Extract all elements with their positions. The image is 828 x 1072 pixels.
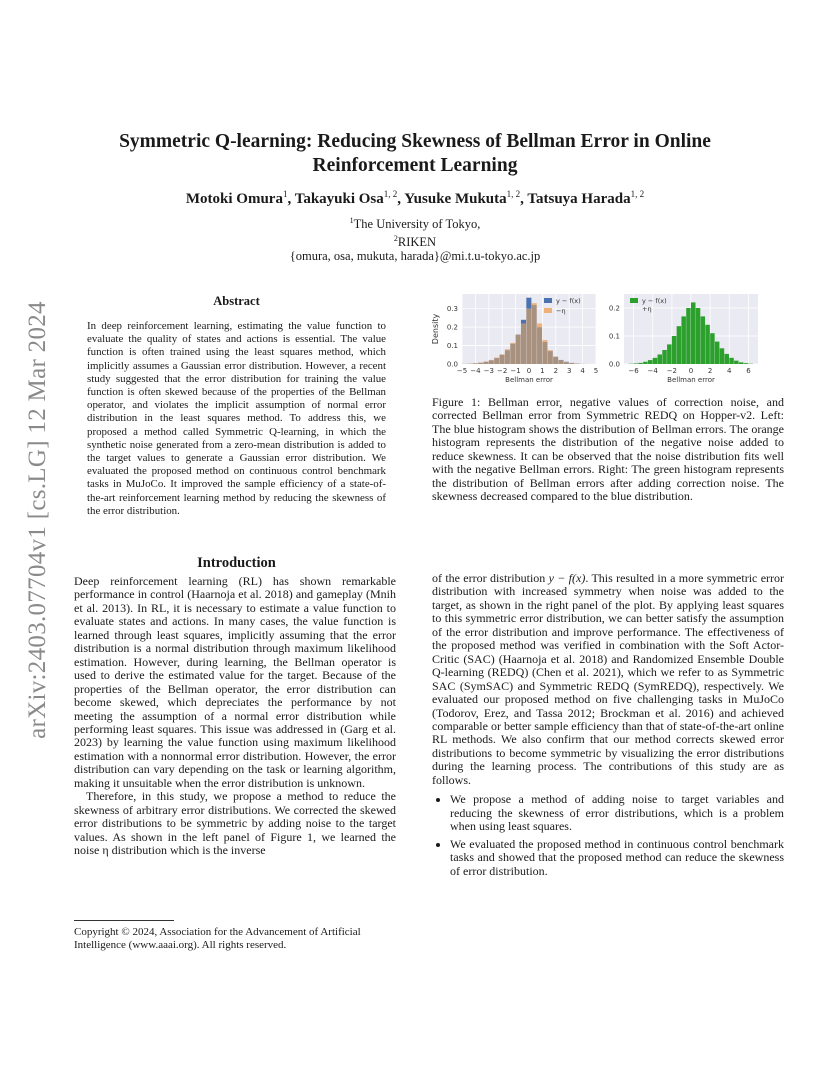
- contributions-list: [432, 793, 784, 878]
- x-tick-label: −1: [510, 367, 521, 375]
- abstract-text: In deep reinforcement learning, estimating the value function to evaluate the quality of states and actions is essential. The value function is often trained using the least squares method, which implicitly assumes a Gaussian error distribution. However, a recent study suggested that the error distribution for training the value function is often skewed because of the properties of the Bellman operator, and violates the implicit assumption of normal error distribution in the least squares method. To address this, we proposed a method called Symmetric Q-learning, in which the synthetic noise generated from a zero-mean distribution is added to the target values to generate a Gaussian error distribution. We evaluated the proposed method on continuous control benchmark tasks in MuJoCo. It improved the sample efficiency of a state-of-the-art reinforcement learning method by reducing the skewness of the error distribution.: [87, 320, 386, 517]
- histogram-bar-overlap: [510, 344, 515, 364]
- histogram-bar: [696, 308, 700, 364]
- x-axis-label: Bellman error: [505, 376, 553, 384]
- y-tick-label: 0.1: [608, 332, 620, 341]
- x-tick-label: 1: [540, 367, 545, 375]
- histogram-bar: [521, 320, 526, 324]
- histogram-bar: [505, 349, 510, 350]
- histogram-bar-overlap: [478, 363, 483, 364]
- author: Takayuki Osa$^{1, 2}$,: [294, 189, 405, 207]
- histogram-bar-overlap: [505, 350, 510, 364]
- x-tick-label: 4: [580, 367, 585, 375]
- histogram-bar-overlap: [483, 362, 488, 364]
- histogram-bar-overlap: [542, 342, 547, 364]
- histogram-bar-overlap: [569, 363, 574, 364]
- x-tick-label: 4: [727, 367, 732, 375]
- legend-swatch-green: [630, 298, 638, 303]
- histogram-bar: [653, 358, 657, 364]
- introduction-heading: Introduction: [197, 555, 276, 571]
- x-tick-label: 3: [566, 367, 572, 375]
- x-tick-label: −4: [470, 367, 481, 375]
- histogram-bar: [744, 363, 748, 364]
- x-tick-label: −3: [483, 367, 494, 375]
- histogram-bar-overlap: [532, 305, 537, 364]
- contribution-item: • We propose a method of adding noise to target variables and reducing the skewness of error distributions, which is a problem when using least squares.: [450, 793, 784, 833]
- author-list: [90, 189, 740, 208]
- histogram-bar: [634, 363, 638, 364]
- x-tick-label: −5: [456, 367, 468, 375]
- intro-paragraph-1: Deep reinforcement learning (RL) has shown remarkable performance in control (Haarnoja et al. 2018) and gameplay (Mnih et al. 2013). In RL, it is necessary to estimate a value function to evaluate states and actions. In many cases, the value function is learned through least squares, implicitly assuming that the error distribution is a normal distribution through maximum likelihood estimation. However, during learning, the Bellman operator is used to derive the estimated value for the target. Because of the properties of the Bellman operator, the error distribution can become skewed, which depreciates the performance by not meeting the assumption of a normal error distribution while performing least squares. This issue was addressed in (Garg et al. 2023) by learning the value function using maximum likelihood estimation with a nonnormal error distribution. However, the error distribution can vary depending on the task or learning algorithm, making it unsuitable when the error distribution is unknown.: [74, 574, 396, 790]
- x-tick-label: 0: [526, 367, 532, 375]
- y-tick-label: 0.3: [446, 305, 458, 314]
- intro-paragraph-2: Therefore, in this study, we propose a method to reduce the skewness of arbitrary error distributions. We corrected the skewed error distributions to be symmetric by adding noise to the target values. As shown in the left panel of Figure 1, we learned the noise η distribution which is the inverse: [74, 789, 396, 858]
- x-tick-label: 6: [746, 367, 751, 375]
- figure-1-svg: [428, 290, 788, 390]
- histogram-bar: [715, 342, 719, 364]
- y-tick-label: 0.0: [446, 360, 458, 369]
- x-tick-label: 5: [593, 367, 599, 375]
- right-paragraph-1: of the error distribution y − f(x). This resulted in a more symmetric error distribution with increased symmetry when noise was added to the target, as shown in the right panel of the plot. By applying least squares to this symmetric error distribution, we can better satisfy the assumption of the error distribution and improve performance. The effectiveness of the proposed method was verified in combination with the Soft Actor-Critic (SAC) (Haarnoja et al. 2018) and Randomized Ensemble Double Q-learning (REDQ) (Chen et al. 2021), which we refer to as Symmetric SAC (SymSAC) and Symmetric REDQ (SymREDQ), respectively. We evaluated our proposed method on five challenging tasks in MuJoCo (Todorov, Erez, and Tassa 2012; Brockman et al. 2016) and achieved comparable or better sample efficiency than that of state-of-the-art online RL methods. We also confirm that our method corrects skewed error distributions to become symmetric by visualizing the error distributions during the learning process. The contributions of this study are as follows.: [432, 571, 785, 787]
- histogram-bar-overlap: [526, 309, 531, 364]
- legend-label: y − f(x): [556, 297, 581, 305]
- x-tick-label: 2: [553, 367, 559, 375]
- author-emails: {omura, osa, mukuta, harada}@mi.t.u-tokyo.ac.jp: [289, 249, 541, 264]
- introduction-continued: [432, 572, 784, 882]
- y-axis-label: Density: [431, 313, 440, 345]
- histogram-bar: [729, 358, 733, 364]
- histogram-bar: [526, 298, 531, 309]
- histogram-bar: [662, 350, 666, 364]
- legend-label: +η: [642, 305, 652, 313]
- x-tick-label: −2: [666, 367, 678, 375]
- histogram-bar: [532, 303, 537, 305]
- histogram-bar-overlap: [516, 335, 521, 364]
- paper-title: Symmetric Q-learning: Reducing Skewness of Bellman Error in Online Reinforcement Learning: [119, 131, 711, 176]
- x-tick-label: 2: [707, 367, 713, 375]
- legend-swatch-blue: [544, 298, 552, 303]
- histogram-bar: [542, 340, 547, 342]
- y-tick-label: 0.2: [608, 304, 620, 313]
- author: Motoki Omura$^1$,: [185, 189, 295, 207]
- histogram-bar: [686, 308, 690, 364]
- affiliation-2: $^2$RIKEN: [393, 233, 437, 249]
- histogram-bar: [648, 360, 652, 364]
- histogram-bar: [681, 316, 685, 364]
- histogram-bar: [494, 358, 499, 359]
- histogram-bar-overlap: [548, 351, 553, 364]
- author: Tatsuya Harada$^{1, 2}$: [527, 189, 645, 207]
- y-tick-label: 0.1: [446, 342, 458, 351]
- histogram-bar-overlap: [537, 327, 542, 364]
- histogram-bar: [537, 323, 542, 327]
- histogram-bar-overlap: [564, 362, 569, 364]
- y-tick-label: 0.2: [446, 323, 458, 332]
- histogram-bar-overlap: [558, 360, 563, 364]
- histogram-bar-overlap: [553, 357, 558, 364]
- histogram-bar: [710, 333, 714, 364]
- histogram-bar: [705, 325, 709, 364]
- figure-1-caption: Figure 1: Bellman error, negative values of correction noise, and corrected Bellman error from Symmetric REDQ on Hopper-v2. Left: The blue histogram shows the distribution of Bellman errors. The orange histogram represents the distribution of the negative noise added to reduce skewness. It can be observed that the noise distribution fits well with the negative Bellman errors. Right: The green histogram represents the distribution of Bellman errors after adding correction noise. The skewness decreased compared to the blue distribution.: [432, 395, 784, 504]
- histogram-bar: [701, 316, 705, 364]
- histogram-bar: [667, 344, 671, 364]
- legend-label: −η: [556, 307, 566, 315]
- author: Yusuke Mukuta$^{1, 2}$,: [404, 189, 528, 207]
- x-tick-label: −4: [647, 367, 658, 375]
- histogram-bar-overlap: [521, 323, 526, 364]
- x-tick-label: 0: [688, 367, 694, 375]
- x-tick-label: −2: [497, 367, 508, 375]
- arxiv-stamp-text: arXiv:2403.07704v1 [cs.LG] 12 Mar 2024: [24, 301, 51, 739]
- histogram-bar-overlap: [489, 360, 494, 364]
- footnote-rule: [74, 920, 174, 921]
- histogram-bar: [638, 363, 642, 364]
- figure-1: [428, 290, 788, 390]
- affiliation-1: $^1$The University of Tokyo,: [349, 216, 481, 232]
- histogram-bar: [658, 354, 662, 364]
- histogram-bar: [739, 362, 743, 364]
- introduction-text: [74, 575, 396, 858]
- histogram-bar: [691, 302, 695, 364]
- histogram-bar-overlap: [500, 355, 505, 364]
- math-expression: y − f(x): [548, 571, 586, 585]
- abstract-heading: Abstract: [213, 294, 260, 308]
- histogram-bar: [672, 336, 676, 364]
- histogram-bar: [734, 361, 738, 364]
- histogram-bar-overlap: [473, 363, 478, 364]
- histogram-bar: [643, 362, 647, 364]
- x-axis-label: Bellman error: [667, 376, 715, 384]
- contribution-item: • We evaluated the proposed method in continuous control benchmark tasks and showed that the proposed method can reduce the skewness of error distribution.: [450, 838, 784, 878]
- histogram-bar: [548, 350, 553, 351]
- histogram-bar: [500, 354, 505, 355]
- copyright-footnote: Copyright © 2024, Association for the Advancement of Artificial Intelligence (www.aaai.org). All rights reserved.: [74, 926, 361, 951]
- histogram-bar: [720, 348, 724, 364]
- legend-label: y − f(x): [642, 297, 667, 305]
- histogram-bar: [725, 354, 729, 364]
- legend-swatch-orange: [544, 308, 552, 313]
- y-tick-label: 0.0: [608, 360, 620, 369]
- histogram-bar: [677, 326, 681, 364]
- x-tick-label: −6: [628, 367, 639, 375]
- histogram-bar: [510, 343, 515, 344]
- affiliations: [90, 214, 740, 264]
- arxiv-stamp: [8, 285, 68, 755]
- histogram-bar-overlap: [494, 358, 499, 364]
